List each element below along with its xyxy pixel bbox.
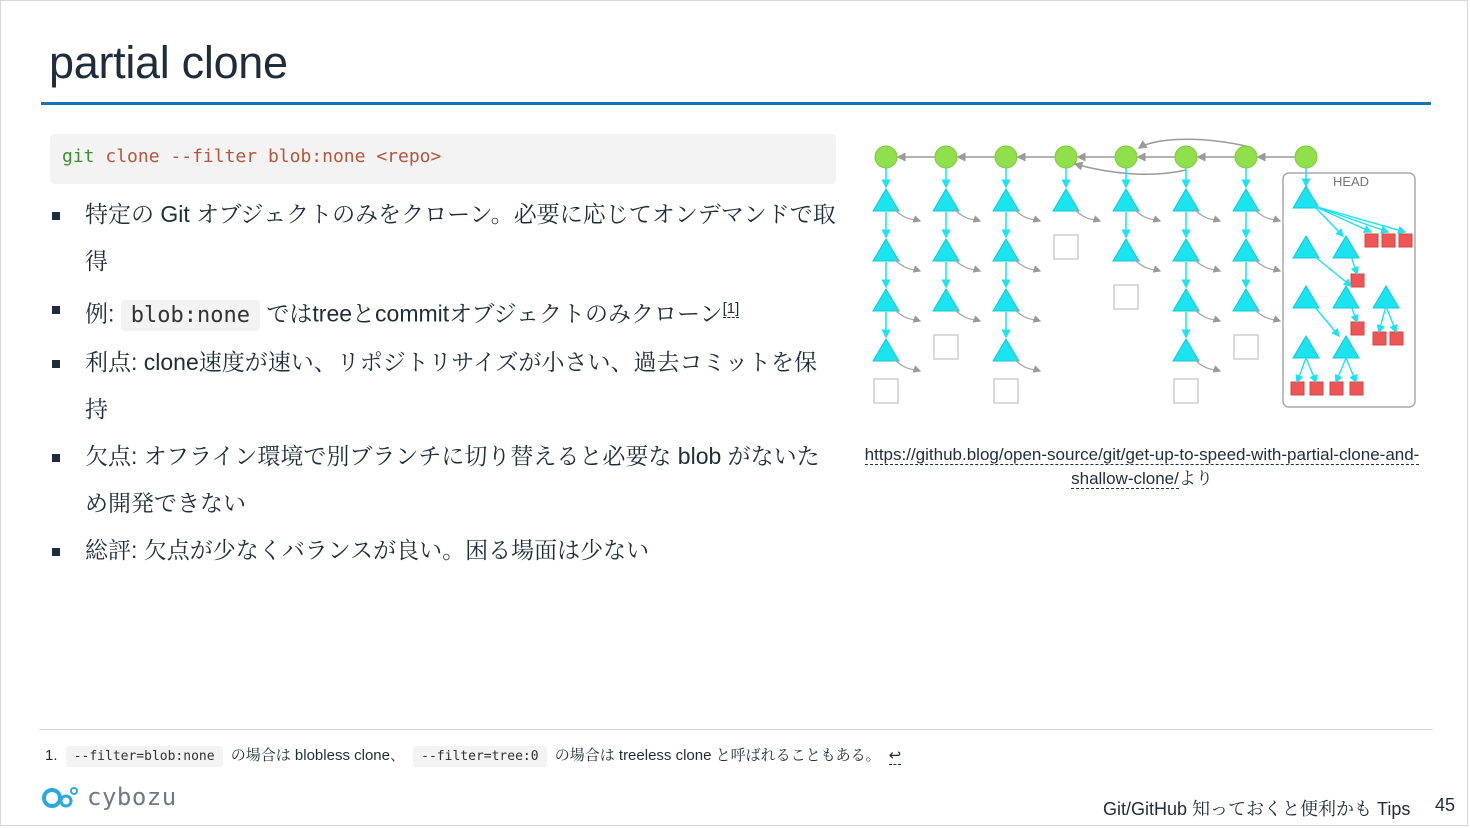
head-edge xyxy=(1314,206,1388,232)
footnote-text: の場合は blobless clone、 xyxy=(226,747,405,764)
commit-node xyxy=(1115,146,1137,168)
footnote-ref xyxy=(723,300,740,318)
head-edge xyxy=(1314,256,1351,286)
tree-node xyxy=(993,189,1019,211)
head-edge xyxy=(1386,306,1396,332)
figure-caption xyxy=(857,443,1427,491)
tree-node xyxy=(993,239,1019,261)
tree-node xyxy=(933,289,959,311)
tree-node xyxy=(1233,189,1259,211)
cybozu-logo-icon xyxy=(41,783,81,811)
tree-node xyxy=(1233,289,1259,311)
tree-node xyxy=(1293,236,1319,258)
footnote xyxy=(45,744,901,765)
blob-fetched xyxy=(1373,332,1386,345)
merge-edge xyxy=(1139,139,1246,148)
tree-node xyxy=(873,239,899,261)
blob-fetched xyxy=(1291,382,1304,395)
blob-missing xyxy=(994,379,1018,403)
tree-node xyxy=(1173,339,1199,361)
head-edge xyxy=(1314,306,1339,336)
tree-node xyxy=(873,289,899,311)
tree-node xyxy=(1053,189,1079,211)
blob-fetched xyxy=(1351,274,1364,287)
tree-node xyxy=(1333,286,1359,308)
bullet-item xyxy=(49,191,839,285)
bullet-text: 利点: clone速度が速い、リポジトリサイズが小さい、過去コミットを保持 xyxy=(85,348,818,422)
footnote-text: の場合は treeless clone と呼ばれることもある。 xyxy=(550,747,881,764)
bullet-text: 総評: 欠点が少なくバランスが良い。困る場面は少ない xyxy=(85,536,650,563)
bullet-item xyxy=(49,433,839,527)
bullet-marker xyxy=(52,360,60,368)
head-edge xyxy=(1351,256,1357,274)
head-label: HEAD xyxy=(1332,174,1370,189)
bullet-item xyxy=(49,527,839,574)
footnote-code-tree: --filter=tree:0 xyxy=(413,746,546,767)
head-edge xyxy=(1314,206,1371,232)
blob-missing xyxy=(1054,235,1078,259)
caption-suffix: より xyxy=(1178,469,1213,488)
code-token-repo: <repo> xyxy=(376,146,442,167)
commit-node xyxy=(1175,146,1197,168)
tree-node xyxy=(1293,186,1319,208)
tree-node xyxy=(1373,286,1399,308)
title-underline xyxy=(41,102,1431,105)
bullet-list xyxy=(49,191,839,574)
footnote-backref-link[interactable]: ↩ xyxy=(888,747,902,764)
footer-title: Git/GitHub 知っておくと便利かも Tips xyxy=(1103,799,1411,819)
commit-node xyxy=(875,146,897,168)
tree-node xyxy=(993,289,1019,311)
commit-node xyxy=(935,146,957,168)
blob-fetched xyxy=(1351,322,1364,335)
blob-missing xyxy=(1234,335,1258,359)
bullet-prefix: 例: xyxy=(85,300,121,327)
inline-code: blob:none xyxy=(121,300,260,331)
head-edge xyxy=(1379,306,1386,332)
bullet-text: ではtreeとcommitオブジェクトのみクローン xyxy=(260,300,723,327)
head-edge xyxy=(1346,358,1356,382)
head-edge xyxy=(1306,358,1316,382)
bullet-marker xyxy=(52,454,60,462)
footnote-ref-link[interactable]: [1] xyxy=(722,300,740,317)
head-edge xyxy=(1297,358,1306,382)
commit-node xyxy=(1055,146,1077,168)
tree-node xyxy=(1333,236,1359,258)
blob-missing xyxy=(874,379,898,403)
blob-fetched xyxy=(1310,382,1323,395)
slide-title: partial clone xyxy=(49,37,288,88)
source-link[interactable]: https://github.blog/open-source/git/get-up-to-speed-with-partial-clone-and-shallow-clone/ xyxy=(864,445,1420,488)
tree-node xyxy=(1113,239,1139,261)
tree-node xyxy=(1293,286,1319,308)
tree-node xyxy=(873,189,899,211)
tree-node xyxy=(1173,289,1199,311)
partial-clone-diagram xyxy=(861,136,1421,416)
code-block xyxy=(50,134,836,184)
footnote-code-blob: --filter=blob:none xyxy=(66,746,223,767)
tree-node xyxy=(1293,336,1319,358)
tree-node xyxy=(933,239,959,261)
footnote-divider xyxy=(39,729,1433,730)
commit-node xyxy=(1295,146,1317,168)
bullet-text: 欠点: オフライン環境で別ブランチに切り替えると必要な blob がないため開発できない xyxy=(85,442,820,516)
logo-text: cybozu xyxy=(87,783,177,811)
tree-node xyxy=(1173,239,1199,261)
bullet-item xyxy=(49,339,839,433)
blob-missing xyxy=(1114,285,1138,309)
code-token-subcommand: clone xyxy=(105,146,160,167)
code-token-option-value: blob:none xyxy=(267,146,366,167)
page-number: 45 xyxy=(1435,795,1456,815)
head-edge xyxy=(1336,358,1346,382)
blob-fetched xyxy=(1382,234,1395,247)
bullet-marker xyxy=(52,306,60,314)
code-token-command: git xyxy=(62,146,95,167)
commit-node xyxy=(1235,146,1257,168)
bullet-item xyxy=(49,285,839,339)
head-edge xyxy=(1314,206,1405,232)
footnote-number: 1. xyxy=(45,747,58,764)
blob-fetched xyxy=(1365,234,1378,247)
code-token-option: --filter xyxy=(170,146,258,167)
tree-node xyxy=(1113,189,1139,211)
tree-node xyxy=(933,189,959,211)
tree-node xyxy=(1173,189,1199,211)
blob-fetched xyxy=(1330,382,1343,395)
blob-fetched xyxy=(1350,382,1363,395)
tree-node xyxy=(873,339,899,361)
cybozu-logo xyxy=(41,783,177,811)
bullet-marker xyxy=(52,548,60,556)
bullet-marker xyxy=(52,212,60,220)
tree-node xyxy=(1333,336,1359,358)
tree-node xyxy=(993,339,1019,361)
blob-fetched xyxy=(1390,332,1403,345)
tree-node xyxy=(1233,239,1259,261)
commit-node xyxy=(995,146,1017,168)
blob-fetched xyxy=(1399,234,1412,247)
blob-missing xyxy=(1174,379,1198,403)
bullet-text: 特定の Git オブジェクトのみをクローン。必要に応じてオンデマンドで取得 xyxy=(85,201,836,274)
blob-missing xyxy=(934,335,958,359)
